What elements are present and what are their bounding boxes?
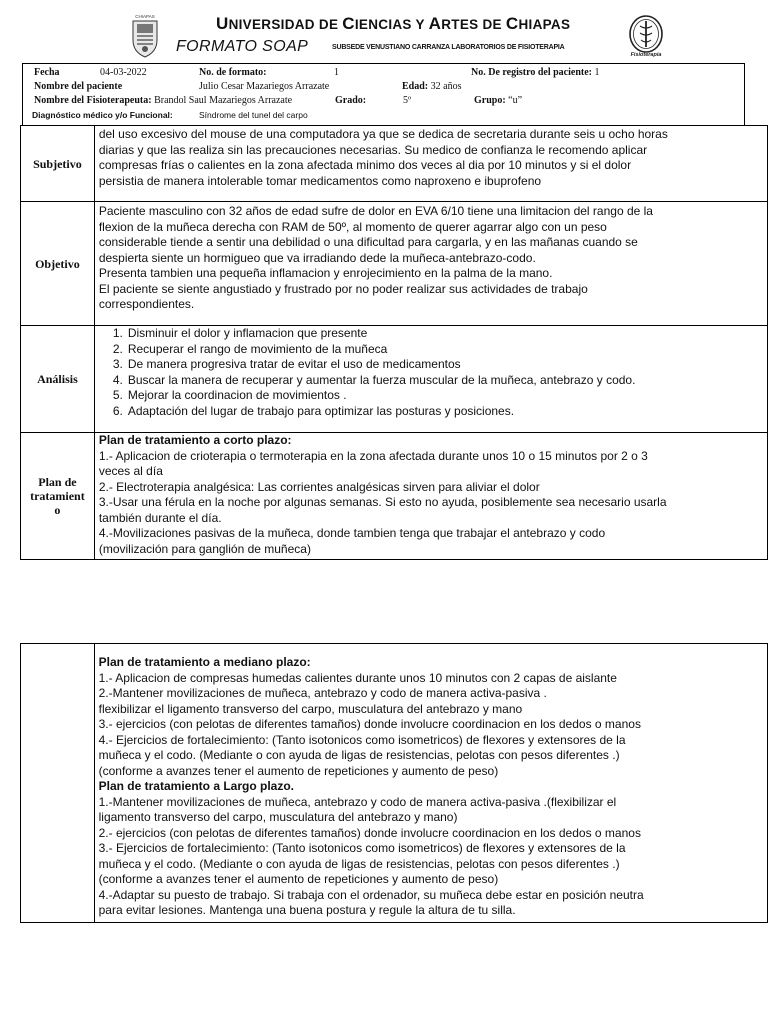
- objetivo-line: El paciente se siente angustiado y frustrado por no poder realizar sus actividades de trabajo: [98, 281, 588, 296]
- formato-value: 1: [334, 67, 339, 78]
- subjetivo-line: compresas frías o calientes en la zona afectada minimo dos veces al dia por 10 minutos y si el dolor: [98, 158, 632, 172]
- plan-mediano-line: muñeca y el codo. (Mediante o con ayuda de ligas de resistencias, pelotas con pesos diferentes .): [98, 748, 620, 762]
- plan-corto-heading: Plan de tratamiento a corto plazo:: [98, 433, 292, 447]
- plan2-content: [94, 644, 767, 923]
- objetivo-line: Paciente masculino con 32 años de edad sufre de dolor en EVA 6/10 tiene una limitacion del rango de la: [98, 204, 653, 218]
- plan-content: [94, 433, 767, 560]
- subjetivo-line: persistia de manera intolerable tomar medicamentos como naproxeno e ibuprofeno: [98, 173, 542, 188]
- university-title: UNIVERSIDAD DE CIENCIAS Y ARTES DE CHIAPAS: [216, 14, 571, 33]
- plan-line: 1.- Aplicacion de crioterapia o termoterapia en la zona afectada durante unos 10 o 15 minutos por 2 o 3: [98, 448, 648, 463]
- fisioterapeuta-value: Brandol Saul Mazariegos Arrazate: [154, 95, 293, 106]
- analisis-list: [99, 326, 765, 419]
- fecha-label: Fecha: [34, 67, 60, 78]
- analisis-item: 6. Adaptación del lugar de trabajo para optimizar las posturas y posiciones.: [112, 403, 515, 418]
- plan-line: 3.-Usar una férula en la noche por algunas semanas. Si esto no ayuda, posiblemente sea necesario usarla: [98, 495, 667, 509]
- plan-largo-line: muñeca y el codo. (Mediante o con ayuda de ligas de resistencias, pelotas con pesos diferentes .): [98, 856, 620, 871]
- plan-mediano-line: 1.- Aplicacion de compresas humedas calientes durante unos 10 minutos con 2 capas de aislante: [98, 670, 617, 685]
- analisis-label: Análisis: [21, 326, 95, 433]
- paciente-value: Julio Cesar Mazariegos Arrazate: [199, 81, 330, 92]
- plan-line: 2.- Electroterapia analgésica: Las corrientes analgésicas sirven para aliviar el dolor: [98, 479, 540, 494]
- form-title: FORMATO SOAP: [176, 38, 309, 55]
- fecha-value: 04-03-2022: [100, 67, 147, 78]
- plan-line: veces al día: [98, 464, 163, 478]
- plan-mediano-line: 2.-Mantener movilizaciones de muñeca, antebrazo y codo de manera activa-pasiva .: [98, 686, 547, 700]
- plan2-row: [21, 644, 768, 923]
- fisioterapeuta-label: Nombre del Fisioterapeuta:: [34, 95, 152, 106]
- plan-row: [21, 433, 768, 560]
- analisis-content: [94, 326, 767, 433]
- subjetivo-label: Subjetivo: [21, 126, 95, 202]
- plan-mediano-heading: Plan de tratamiento a mediano plazo:: [98, 655, 311, 669]
- objetivo-row: [21, 202, 768, 326]
- paciente-label: Nombre del paciente: [34, 81, 123, 92]
- subjetivo-line: del uso excesivo del mouse de una computadora ya que se dedica de secretaria durante seis u ocho horas: [98, 127, 668, 141]
- subjetivo-row: [21, 126, 768, 202]
- plan-line: también durante el día.: [98, 510, 222, 525]
- plan-mediano-line: 4.- Ejercicios de fortalecimiento: (Tanto isotonicos como isometricos) de flexores y extensores de la: [98, 732, 626, 747]
- physiotherapy-logo: [628, 14, 664, 58]
- plan-largo-line: (conforme a avanzes tener el aumento de repeticiones y aumento de peso): [98, 872, 499, 886]
- grado-value: 5º: [403, 95, 412, 106]
- subsede-label: SUBSEDE VENUSTIANO CARRANZA LABORATORIOS DE FISIOTERAPIA: [332, 44, 565, 51]
- plan-largo-line: para evitar lesiones. Mantenga una buena postura y regule la altura de tu silla.: [98, 903, 516, 917]
- edad-label: Edad:: [402, 81, 429, 92]
- grado-label: Grado:: [335, 95, 367, 106]
- plan-mediano-line: flexibilizar el ligamento transverso del carpo, musculatura del antebrazo y mano: [98, 701, 523, 716]
- plan-largo-line: 1.-Mantener movilizaciones de muñeca, antebrazo y codo de manera activa-pasiva .(flexibilizar el: [98, 794, 617, 809]
- objetivo-line: considerable tiende a sentir una debilidad o una dificultad para cargarla, y en las mañanas cuando se: [98, 235, 638, 249]
- objetivo-line: flexion de la muñeca derecha con RAM de 50º, al momento de querer agarrar algo con un peso: [98, 219, 607, 234]
- patient-info-box: [22, 63, 745, 126]
- plan-mediano-line: (conforme a avanzes tener el aumento de repeticiones y aumento de peso): [98, 763, 499, 778]
- analisis-item: 4. Buscar la manera de recuperar y aumentar la fuerza muscular de la muñeca, antebrazo y codo.: [112, 372, 636, 387]
- objetivo-content: [94, 202, 767, 326]
- analisis-item: 3. De manera progresiva tratar de evitar el uso de medicamentos: [112, 357, 461, 371]
- objetivo-line: Presenta tambien una pequeña inflamacion y enrojecimiento en la palma de la mano.: [98, 266, 553, 280]
- grupo-label: Grupo:: [474, 95, 506, 106]
- plan-largo-line: ligamento transverso del carpo, musculatura del antebrazo y mano): [98, 810, 458, 824]
- registro-value: 1: [594, 67, 600, 78]
- objetivo-line: correspondientes.: [98, 297, 195, 311]
- objetivo-line: despierta siente un hormigueo que va irradiando dede la muñeca-antebrazo-codo.: [98, 250, 536, 265]
- plan-label: [21, 433, 95, 560]
- plan-label-line: o: [54, 503, 61, 517]
- plan-line: (movilización para ganglión de muñeca): [98, 541, 311, 556]
- analisis-item: 2. Recuperar el rango de movimiento de la muñeca: [112, 341, 388, 356]
- soap-table-page1: [20, 125, 768, 560]
- logo-left-text: CHIAPAS: [135, 14, 155, 19]
- plan2-label: [21, 644, 95, 923]
- edad-value: 32 años: [430, 81, 462, 92]
- plan-largo-line: 3.- Ejercicios de fortalecimiento: (Tanto isotonicos como isometricos) de flexores y extensores de la: [98, 841, 626, 855]
- plan-largo-line: 2.- ejercicios (con pelotas de diferentes tamaños) donde involucre coordinacion en los dedos o manos: [98, 825, 641, 840]
- plan-label-line: Plan de: [38, 475, 77, 489]
- analisis-item: 1. Disminuir el dolor y inflamacion que presente: [112, 326, 368, 340]
- logo-right-text: Fisioterapia: [630, 52, 662, 58]
- subjetivo-line: diarias y que las realiza sin las precauciones necesarias. Su medico de confianza le recomendo aplicar: [98, 142, 648, 157]
- plan-label-line: tratamient: [30, 489, 85, 503]
- formato-label: No. de formato:: [199, 67, 267, 78]
- plan-line: 4.-Movilizaciones pasivas de la muñeca, donde tambien tenga que trabajar el antebrazo y codo: [98, 526, 606, 540]
- diagnostico-value: Síndrome del tunel del carpo: [199, 110, 308, 120]
- subjetivo-content: [94, 126, 767, 202]
- analisis-row: [21, 326, 768, 433]
- university-logo: [130, 12, 160, 58]
- plan-largo-line: 4.-Adaptar su puesto de trabajo. Si trabaja con el ordenador, su muñeca debe estar en posición neutra: [98, 887, 644, 902]
- soap-table-page2: [20, 643, 768, 923]
- plan-largo-heading: Plan de tratamiento a Largo plazo.: [98, 779, 294, 793]
- analisis-item: 5. Mejorar la coordinacion de movimientos .: [112, 388, 347, 402]
- diagnostico-label: Diagnóstico médico y/o Funcional:: [32, 110, 173, 120]
- grupo-value: “u”: [508, 95, 523, 106]
- registro-label: No. De registro del paciente:: [471, 67, 592, 78]
- objetivo-label: Objetivo: [21, 202, 95, 326]
- plan-mediano-line: 3.- ejercicios (con pelotas de diferentes tamaños) donde involucre coordinacion en los dedos o manos: [98, 717, 641, 731]
